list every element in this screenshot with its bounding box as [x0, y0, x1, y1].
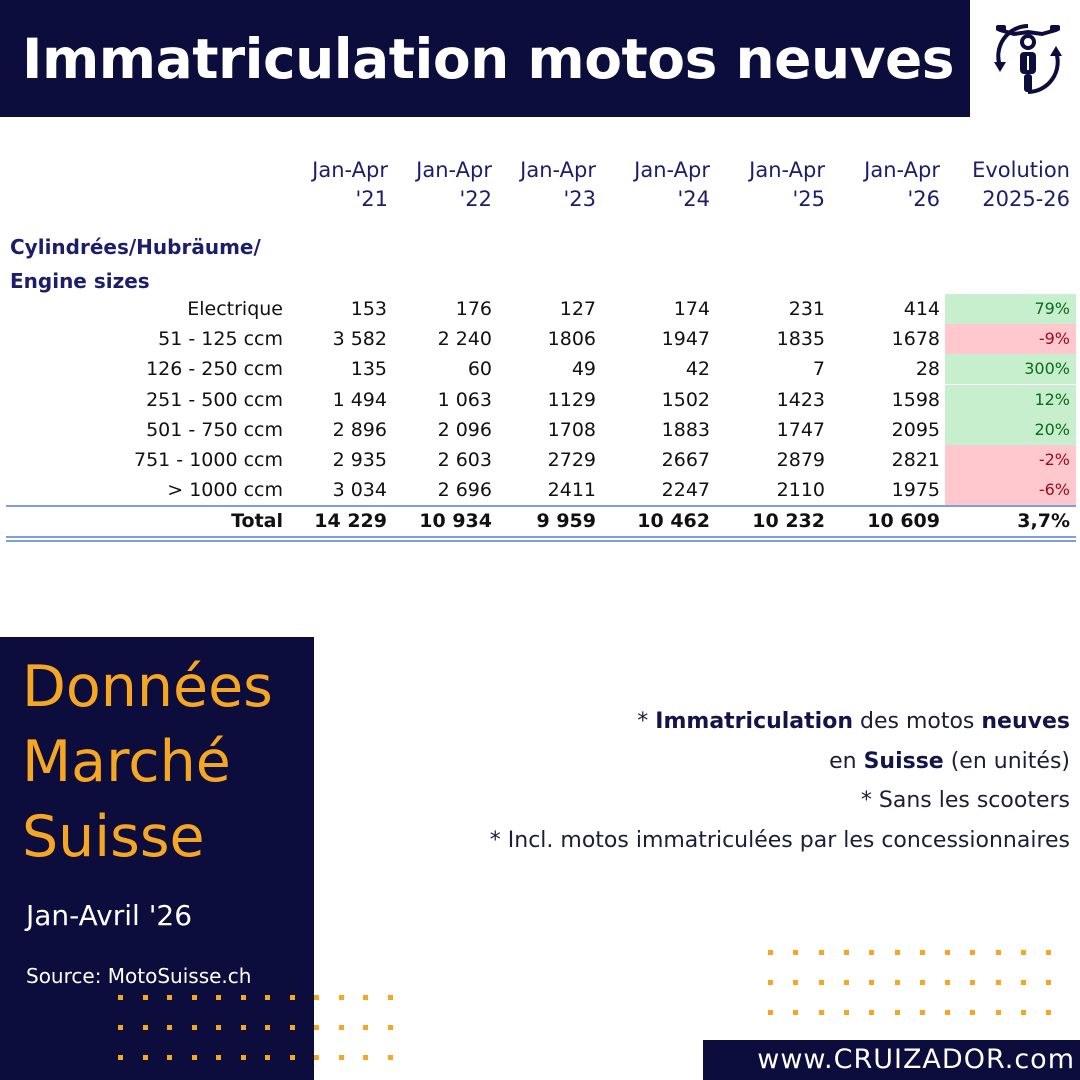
decorative-dot — [945, 980, 950, 985]
table-cell: 1598 — [891, 388, 940, 411]
decorative-dot — [314, 1025, 319, 1030]
table-cell: 1423 — [776, 388, 825, 411]
decorative-dot — [819, 980, 824, 985]
decorative-dot — [895, 950, 900, 955]
decorative-dot — [314, 1055, 319, 1060]
decorative-dot — [314, 995, 319, 1000]
decorative-dot — [793, 1010, 798, 1015]
decorative-dot — [996, 950, 1001, 955]
decorative-dot — [216, 995, 221, 1000]
column-header-26: Jan-Apr '26 — [864, 158, 940, 211]
table-cell: 1883 — [661, 418, 710, 441]
market-source: Source: MotoSuisse.ch — [26, 964, 252, 988]
decorative-dot — [970, 980, 975, 985]
decorative-dot — [920, 980, 925, 985]
evolution-value: -2% — [1038, 450, 1070, 469]
row-label: 251 - 500 ccm — [146, 388, 283, 411]
table-row — [0, 385, 1080, 415]
column-header-21: Jan-Apr '21 — [312, 158, 388, 211]
decorative-dot — [1021, 950, 1026, 955]
decorative-dot — [895, 980, 900, 985]
decorative-dot — [920, 950, 925, 955]
decorative-dot — [1046, 1010, 1051, 1015]
total-row — [0, 506, 1080, 536]
total-value: 10 232 — [752, 510, 825, 532]
row-label: > 1000 ccm — [167, 479, 283, 502]
decorative-dot — [118, 995, 123, 1000]
decorative-dot — [970, 950, 975, 955]
evolution-value: 20% — [1034, 419, 1070, 439]
decorative-dot — [793, 950, 798, 955]
evolution-value: -6% — [1038, 480, 1070, 500]
table-cell: 49 — [571, 358, 596, 381]
section-label-engine-sizes: Cylindrées/Hubräume/ Engine sizes — [10, 235, 261, 293]
row-label: 751 - 1000 ccm — [134, 449, 283, 471]
table-cell: 28 — [915, 358, 940, 381]
table-cell: 1502 — [661, 388, 710, 411]
table-row — [0, 294, 1080, 324]
evolution-value: 12% — [1034, 389, 1070, 409]
table-row — [0, 354, 1080, 384]
decorative-dot — [996, 980, 1001, 985]
footnote-2: en Suisse (en unités) — [829, 748, 1070, 774]
website-link[interactable]: www.CRUIZADOR.com — [757, 1044, 1075, 1075]
decorative-dot — [388, 1025, 393, 1030]
decorative-dot — [143, 995, 148, 1000]
footnotes — [370, 702, 1070, 860]
table-cell: 1835 — [776, 328, 825, 351]
table-cell: 1708 — [547, 418, 596, 441]
decorative-dot — [895, 1010, 900, 1015]
table-cell: 1 494 — [332, 388, 387, 411]
total-divider-bottom — [6, 536, 1076, 538]
decorative-dot — [339, 1025, 344, 1030]
decorative-dot — [265, 995, 270, 1000]
decorative-dot — [920, 1010, 925, 1015]
decorative-dot — [869, 1010, 874, 1015]
table-cell: 2 696 — [437, 479, 492, 502]
table-cell: 2 240 — [437, 328, 492, 351]
table-cell: 135 — [350, 358, 387, 381]
registrations-table — [0, 150, 1080, 550]
table-cell: 1129 — [547, 388, 596, 411]
footnote-4: * Incl. motos immatriculées par les concessionnaires — [489, 827, 1070, 853]
decorative-dot — [1021, 980, 1026, 985]
decorative-dot — [844, 1010, 849, 1015]
decorative-dot — [216, 1025, 221, 1030]
table-cell: 2821 — [891, 449, 940, 471]
table-cell: 176 — [455, 298, 492, 320]
decorative-dot — [844, 950, 849, 955]
table-cell: 2110 — [776, 479, 825, 502]
decorative-dot — [192, 1025, 197, 1030]
table-cell: 414 — [903, 298, 940, 320]
total-value: 10 462 — [637, 510, 710, 532]
total-value: 10 609 — [867, 510, 940, 532]
decorative-dot — [241, 1055, 246, 1060]
decorative-dot — [970, 1010, 975, 1015]
table-cell: 2 603 — [437, 449, 492, 471]
total-label: Total — [231, 510, 283, 532]
table-cell: 60 — [467, 358, 492, 381]
row-label: 51 - 125 ccm — [158, 328, 283, 351]
column-header-22: Jan-Apr '22 — [416, 158, 492, 211]
decorative-dot — [388, 995, 393, 1000]
table-cell: 3 034 — [332, 479, 387, 502]
decorative-dot — [819, 950, 824, 955]
decorative-dot — [241, 995, 246, 1000]
table-cell: 1975 — [891, 479, 940, 502]
decorative-dot — [996, 1010, 1001, 1015]
decorative-dot — [339, 995, 344, 1000]
table-row — [0, 475, 1080, 505]
footnote-3: * Sans les scooters — [860, 788, 1070, 813]
page-title: Immatriculation motos neuves — [22, 27, 954, 91]
table-cell: 2411 — [547, 479, 596, 502]
total-value: 14 229 — [314, 510, 387, 532]
decorative-dot — [363, 1025, 368, 1030]
table-cell: 127 — [559, 298, 596, 320]
decorative-dot — [1046, 950, 1051, 955]
evolution-value: -9% — [1038, 329, 1070, 349]
column-header-23: Jan-Apr '23 — [520, 158, 596, 211]
decorative-dot — [339, 1055, 344, 1060]
motorcycle-icon — [988, 14, 1068, 100]
decorative-dot — [869, 950, 874, 955]
table-cell: 3 582 — [332, 328, 387, 351]
decorative-dot — [265, 1055, 270, 1060]
table-cell: 231 — [788, 298, 825, 320]
table-cell: 1947 — [661, 328, 710, 351]
market-period: Jan-Avril '26 — [26, 899, 193, 932]
table-cell: 174 — [673, 298, 710, 320]
decorative-dot — [216, 1055, 221, 1060]
decorative-dot — [388, 1055, 393, 1060]
table-cell: 2879 — [776, 449, 825, 471]
table-cell: 2729 — [547, 449, 596, 471]
total-divider-bottom — [6, 540, 1076, 542]
decorative-dot — [793, 980, 798, 985]
evolution-value: 300% — [1024, 359, 1070, 379]
total-evolution: 3,7% — [1017, 510, 1070, 532]
total-value: 9 959 — [536, 510, 596, 532]
table-cell: 1806 — [547, 328, 596, 351]
decorative-dot — [1021, 1010, 1026, 1015]
table-cell: 2247 — [661, 479, 710, 502]
table-cell: 2 096 — [437, 418, 492, 441]
decorative-dot — [167, 995, 172, 1000]
total-value: 10 934 — [419, 510, 492, 532]
decorative-dot — [363, 995, 368, 1000]
table-cell: 1747 — [776, 418, 825, 441]
decorative-dot — [118, 1025, 123, 1030]
decorative-dot — [844, 980, 849, 985]
table-cell: 1678 — [891, 328, 940, 351]
table-cell: 2667 — [661, 449, 710, 471]
column-header-evolution: Evolution 2025-26 — [972, 158, 1070, 211]
table-row — [0, 415, 1080, 445]
table-cell: 2 896 — [332, 418, 387, 441]
decorative-dot — [945, 950, 950, 955]
decorative-dot — [290, 1055, 295, 1060]
evolution-value: 79% — [1034, 299, 1070, 318]
decorative-dot — [768, 950, 773, 955]
decorative-dot — [167, 1055, 172, 1060]
decorative-dot — [265, 1025, 270, 1030]
decorative-dot — [241, 1025, 246, 1030]
table-cell: 42 — [685, 358, 710, 381]
table-row — [0, 324, 1080, 354]
decorative-dot — [869, 980, 874, 985]
decorative-dot — [167, 1025, 172, 1030]
table-cell: 1 063 — [437, 388, 492, 411]
row-label: 501 - 750 ccm — [146, 418, 283, 441]
row-label: 126 - 250 ccm — [146, 358, 283, 381]
decorative-dot — [290, 1025, 295, 1030]
table-cell: 2095 — [891, 418, 940, 441]
decorative-dot — [945, 1010, 950, 1015]
decorative-dot — [363, 1055, 368, 1060]
decorative-dot — [768, 980, 773, 985]
table-cell: 153 — [350, 298, 387, 320]
table-cell: 2 935 — [332, 449, 387, 471]
decorative-dot — [768, 1010, 773, 1015]
table-row — [0, 445, 1080, 475]
decorative-dot — [1046, 980, 1051, 985]
table-cell: 7 — [812, 358, 825, 381]
decorative-dot — [819, 1010, 824, 1015]
column-header-25: Jan-Apr '25 — [749, 158, 825, 211]
column-header-24: Jan-Apr '24 — [634, 158, 710, 211]
market-title: Données Marché Suisse — [22, 654, 273, 870]
row-label: Electrique — [187, 298, 283, 320]
decorative-dot — [143, 1055, 148, 1060]
decorative-dot — [118, 1055, 123, 1060]
decorative-dot — [192, 995, 197, 1000]
decorative-dot — [143, 1025, 148, 1030]
decorative-dot — [192, 1055, 197, 1060]
footnote-1: * Immatriculation des motos neuves — [637, 709, 1070, 734]
decorative-dot — [290, 995, 295, 1000]
